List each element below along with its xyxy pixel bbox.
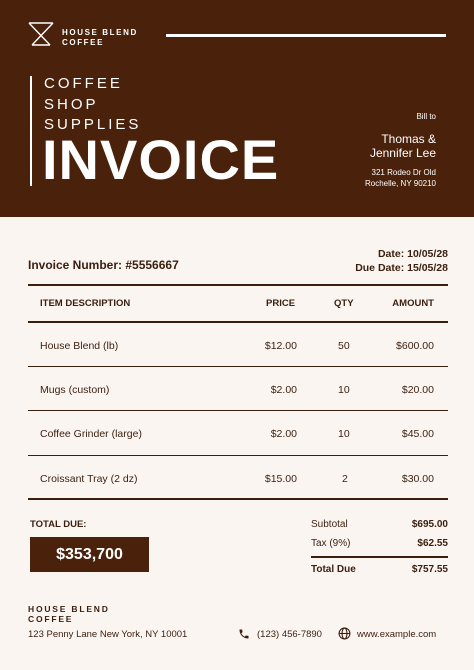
invoice-date: Date: 10/05/28 — [377, 248, 448, 260]
row-amount: $30.00 — [401, 473, 434, 485]
bill-to-label: Bill to — [416, 112, 436, 121]
globe-icon — [338, 627, 351, 640]
table-rule — [28, 321, 448, 323]
table-rule — [28, 498, 448, 500]
header-qty: QTY — [334, 298, 354, 309]
bill-to-name: Thomas & Jennifer Lee — [369, 132, 436, 160]
bill-to-address: 321 Rodeo Dr Old Rochelle, NY 90210 — [364, 168, 436, 188]
row-divider — [28, 366, 448, 367]
invoice-dates — [355, 248, 448, 275]
total-due-amount: $353,700 — [30, 537, 149, 572]
total-due-label: TOTAL DUE: — [30, 519, 87, 530]
brand-name: HOUSE BLEND COFFEE — [62, 28, 138, 47]
subtotal-label: Subtotal — [311, 519, 348, 530]
header-description: ITEM DESCRIPTION — [40, 298, 131, 309]
phone-icon — [238, 628, 250, 640]
row-divider — [28, 410, 448, 411]
row-price: $2.00 — [270, 428, 297, 440]
row-price: $15.00 — [264, 473, 297, 485]
tax-value: $62.55 — [417, 538, 448, 549]
row-price: $12.00 — [264, 340, 297, 352]
coffee-logo-icon — [28, 22, 54, 46]
footer-brand: HOUSE BLEND COFFEE — [28, 604, 110, 624]
row-description: Croissant Tray (2 dz) — [40, 473, 138, 485]
footer-phone: (123) 456-7890 — [257, 629, 322, 640]
invoice-subtitle: COFFEE SHOP SUPPLIES — [44, 75, 142, 133]
tax-label: Tax (9%) — [311, 538, 351, 549]
invoice-due-date: Due Date: 15/05/28 — [355, 261, 448, 274]
row-qty: 2 — [342, 473, 348, 485]
total-label: Total Due — [311, 564, 356, 575]
total-value: $757.55 — [411, 564, 448, 575]
row-amount: $45.00 — [401, 428, 434, 440]
row-description: House Blend (lb) — [40, 340, 119, 352]
header-amount: AMOUNT — [392, 298, 434, 309]
row-description: Mugs (custom) — [40, 384, 110, 396]
row-description: Coffee Grinder (large) — [40, 428, 142, 440]
row-qty: 10 — [338, 384, 350, 396]
row-price: $2.00 — [270, 384, 297, 396]
subtotal-value: $695.00 — [411, 519, 448, 530]
row-divider — [28, 455, 448, 456]
footer-website[interactable]: www.example.com — [357, 629, 437, 640]
row-amount: $600.00 — [396, 340, 434, 352]
header-price: PRICE — [266, 298, 296, 309]
invoice-header — [0, 0, 474, 217]
header-divider — [166, 34, 446, 37]
summary-rule — [311, 556, 448, 558]
footer-address: 123 Penny Lane New York, NY 10001 — [28, 629, 188, 640]
row-qty: 50 — [338, 340, 350, 352]
table-rule — [28, 284, 448, 286]
bill-to — [365, 112, 436, 189]
page-title: INVOICE — [42, 128, 280, 191]
invoice-number: Invoice Number: #5556667 — [28, 258, 179, 272]
row-amount: $20.00 — [401, 384, 434, 396]
row-qty: 10 — [338, 428, 350, 440]
title-accent-line — [30, 76, 32, 186]
